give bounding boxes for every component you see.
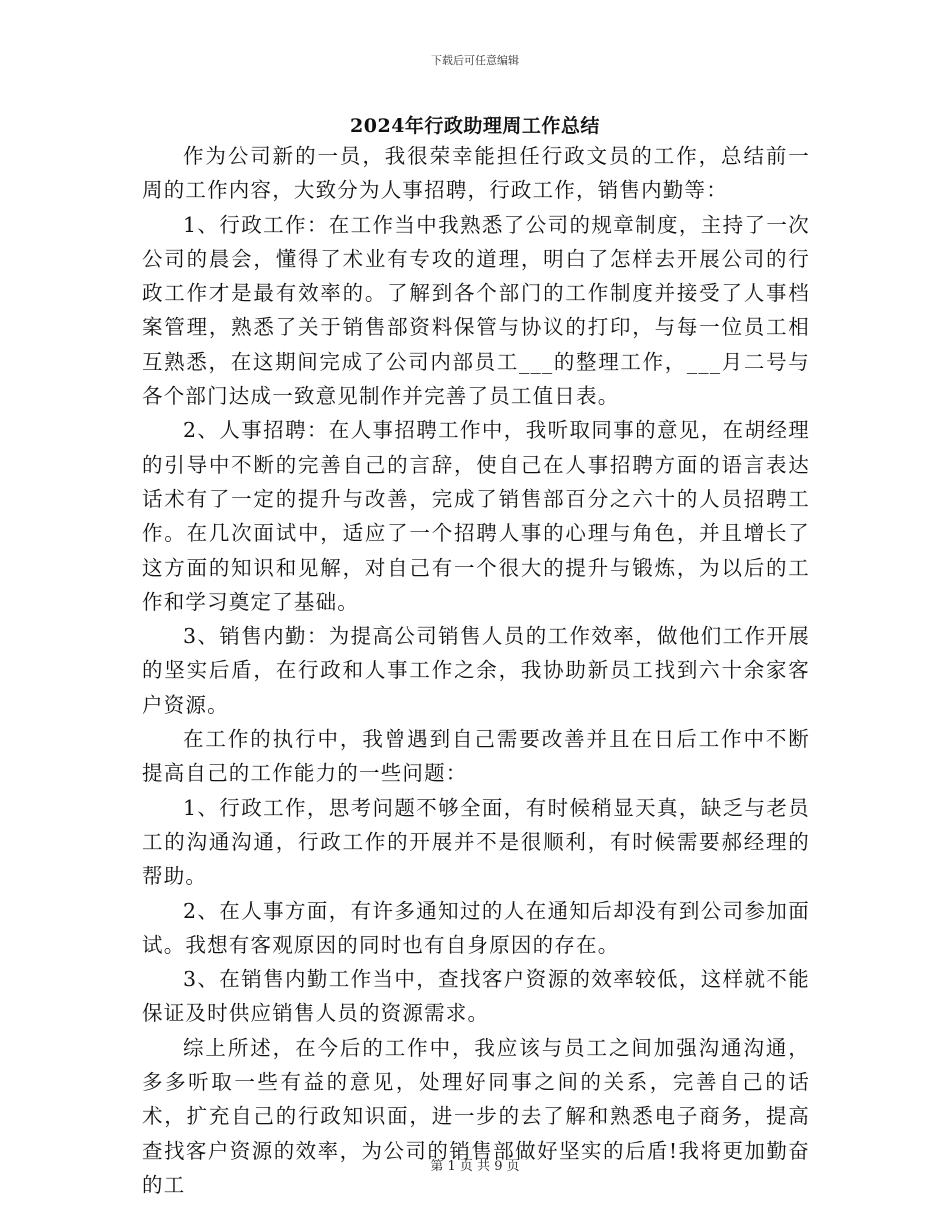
paragraph-problem-hr: 2、在人事方面，有许多通知过的人在通知后却没有到公司参加面试。我想有客观原因的同时也有自身原因的存在。 [142, 898, 810, 957]
paragraph-problem-sales: 3、在销售内勤工作当中，查找客户资源的效率较低，这样就不能保证及时供应销售人员的资源需求。 [142, 967, 810, 1026]
paragraph-sales-support: 3、销售内勤：为提高公司销售人员的工作效率，做他们工作开展的坚实后盾，在行政和人事工作之余，我协助新员工找到六十余家客户资源。 [142, 624, 810, 717]
paragraph-problems-intro: 在工作的执行中，我曾遇到自己需要改善并且在日后工作中不断提高自己的工作能力的一些问题： [142, 727, 810, 786]
paragraph-problem-admin: 1、行政工作，思考问题不够全面，有时候稍显天真，缺乏与老员工的沟通沟通，行政工作的开展并不是很顺利，有时候需要郝经理的帮助。 [142, 795, 810, 889]
document-body [142, 139, 810, 1202]
paragraph-recruitment: 2、人事招聘：在人事招聘工作中，我听取同事的意见，在胡经理的引导中不断的完善自己的言辞，使自己在人事招聘方面的语言表达话术有了一定的提升与改善，完成了销售部百分之六十的人员招聘工作。在几次面试中，适应了一个招聘人事的心理与角色，并且增长了这方面的知识和见解，对自己有一个很大的提升与锻炼，为以后的工作和学习奠定了基础。 [142, 418, 810, 614]
paragraph-summary: 综上所述，在今后的工作中，我应该与员工之间加强沟通沟通，多多听取一些有益的意见，处理好同事之间的关系，完善自己的话术，扩充自己的行政知识面，进一步的去了解和熟悉电子商务，提高查找客户资源的效率，为公司的销售部做好坚实的后盾!我将更加勤奋的工 [142, 1035, 810, 1197]
header-note: 下载后可任意编辑 [431, 54, 519, 67]
page-number: 第 1 页 共 9 页 [430, 1159, 520, 1174]
paragraph-intro: 作为公司新的一员，我很荣幸能担任行政文员的工作，总结前一周的工作内容，大致分为人事招聘，行政工作，销售内勤等： [142, 144, 810, 203]
paragraph-admin-work: 1、行政工作：在工作当中我熟悉了公司的规章制度，主持了一次公司的晨会，懂得了术业有专攻的道理，明白了怎样去开展公司的行政工作才是最有效率的。了解到各个部门的工作制度并接受了人事档案管理，熟悉了关于销售部资料保管与协议的打印，与每一位员工相互熟悉，在这期间完成了公司内部员工___的整理工作，___月二号与各个部门达成一致意见制作并完善了员工值日表。 [142, 212, 810, 409]
document-title: 2024年行政助理周工作总结 [350, 115, 600, 137]
